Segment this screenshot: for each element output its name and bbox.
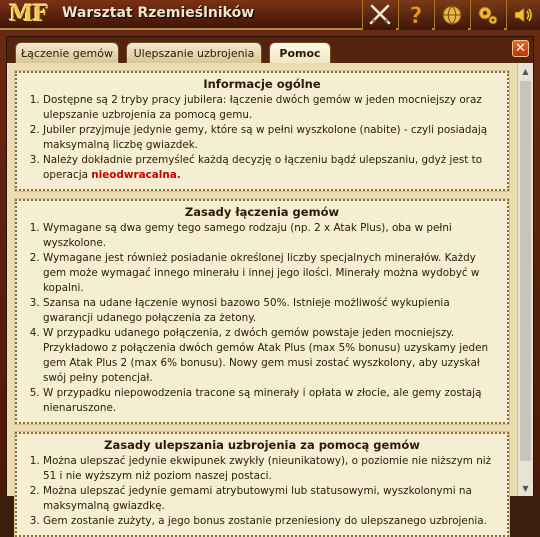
list-item: 3. Gem zostanie zużyty, a jego bonus zostanie przeniesiony do ulepszanego uzbrojenia. [43,514,499,529]
list-item-text: Należy dokładnie przemyśleć każdą decyzję o łączeniu bądź ulepszaniu, gdyż jest to operacja [43,154,483,181]
tab-bar [7,37,533,63]
scroll-down-icon[interactable]: ▼ [522,483,529,493]
list-item: 5. W przypadku niepowodzenia tracone są minerały i opłata w złocie, ale gemy zostają nienaruszone. [43,386,499,416]
irreversible-warning: nieodwracalna. [91,169,181,181]
vertical-scrollbar[interactable] [517,63,533,496]
gears-icon[interactable] [470,0,504,30]
list-item: 4. W przypadku udanego połączenia, z dwóch gemów powstaje jeden mocniejszy. Przykładowo z połączenia dwóch gemów Atak Plus (max 5% bonusu) uzyskamy jeden gem Atak Plus 2 (max 6% bonusu). Nowy gem musi zostać wyszkolony, aby uzyskał swój pełny potencjał. [43,326,499,386]
globe-shield-icon[interactable] [434,0,468,30]
merge-rules-list [25,221,499,416]
crossed-swords-icon[interactable] [362,0,396,30]
tab-weapon-upgrade[interactable]: Ulepszanie uzbrojenia [126,42,262,63]
help-content [7,63,517,527]
scroll-thumb[interactable] [520,81,531,461]
help-panel [6,36,534,527]
title-bar [0,0,540,30]
section-title: Informacje ogólne [203,77,321,91]
game-logo: MF [9,1,47,27]
list-item: 2. Jubiler przyjmuje jedynie gemy, które są w pełni wyszkolone (nabite) - czyli posiadają maksymalną liczbę gwiazdek. [43,123,499,153]
list-item: 2. Można ulepszać jedynie gemami atrybutowymi lub statusowymi, wyszkolonymi na maksymalną gwiazdkę. [43,484,499,514]
upgrade-rules-list [25,454,499,529]
tab-help[interactable]: Pomoc [269,42,331,64]
section-upgrade-rules [15,432,509,537]
speaker-icon[interactable] [506,0,540,30]
close-button[interactable] [512,40,529,57]
list-item: 2. Wymagane jest również posiadanie określonej liczby specjalnych minerałów. Każdy gem może wymagać innego minerału i innej jego ilości. Minerały można wydobyć w kopalni. [43,251,499,296]
question-icon[interactable] [398,0,432,30]
tab-gem-merging[interactable]: Łączenie gemów [15,42,119,63]
list-item: 1. Można ulepszać jedynie ekwipunek zwykły (nieunikatowy), o poziomie nie niższym niż 51 i nie wyższym niż poziom naszej postaci. [43,454,499,484]
list-item [43,153,499,183]
general-info-list [25,93,499,183]
section-title: Zasady ulepszania uzbrojenia za pomocą gemów [104,438,420,452]
window-title: Warsztat Rzemieślników [62,5,255,21]
svg-text:?: ? [409,4,422,29]
section-merge-rules [15,199,509,424]
close-icon: ✕ [515,41,526,56]
scroll-up-icon[interactable]: ▲ [522,66,529,76]
list-item: 3. Szansa na udane łączenie wynosi bazowo 50%. Istnieje możliwość wykupienia gwarancji udanego połączenia za żetony. [43,296,499,326]
section-general-info [15,71,509,191]
list-item: 1. Dostępne są 2 tryby pracy jubilera: łączenie dwóch gemów w jeden mocniejszy oraz ulepszanie uzbrojenia za pomocą gemu. [43,93,499,123]
section-title: Zasady łączenia gemów [184,205,340,219]
list-item: 1. Wymagane są dwa gemy tego samego rodzaju (np. 2 x Atak Plus), oba w pełni wyszkolone. [43,221,499,251]
top-toolbar [360,0,540,30]
